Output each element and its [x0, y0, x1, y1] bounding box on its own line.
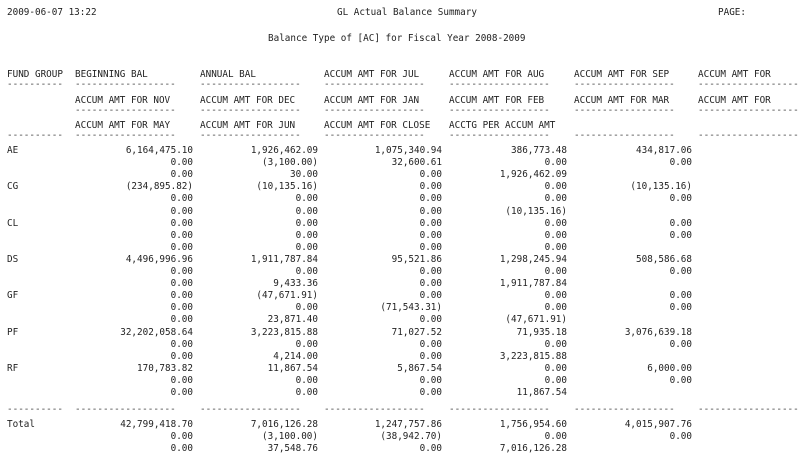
- amount-cell: 0.00: [170, 278, 193, 290]
- amount-cell: 0.00: [419, 290, 442, 302]
- report-subtitle: Balance Type of [AC] for Fiscal Year 2008-2009: [268, 33, 526, 44]
- amount-cell: 0.00: [544, 266, 567, 277]
- report-datetime: 2009-06-07 13:22: [7, 7, 97, 18]
- amount-cell: 0.00: [295, 241, 318, 253]
- amount-cell: 0.00: [419, 205, 442, 217]
- separator-line: ------------------: [75, 130, 176, 141]
- separator-line: ------------------: [324, 79, 425, 90]
- amount-cell: 7,016,126.28: [499, 443, 567, 455]
- amount-cell: 0.00: [170, 229, 193, 241]
- separator-line: ------------------: [574, 105, 675, 116]
- amount-cell: 0.00: [669, 431, 692, 443]
- amount-cell: 0.00: [544, 374, 567, 386]
- amount-cell: 434,817.06: [636, 145, 692, 156]
- separator-line: ----------: [7, 79, 63, 90]
- amount-cell: 6,164,475.10: [125, 145, 193, 156]
- separator-line: ------------------: [698, 404, 799, 415]
- amount-cell: (10,135.16): [630, 181, 692, 193]
- separator-line: ----------: [7, 130, 63, 141]
- separator-line: ------------------: [75, 79, 176, 90]
- column-header: BEGINNING BAL: [75, 69, 148, 80]
- column-header: ACCUM AMT FOR: [698, 69, 771, 80]
- separator-line: ------------------: [449, 130, 550, 141]
- amount-cell: 0.00: [419, 374, 442, 386]
- amount-cell: 0.00: [295, 229, 318, 241]
- fund-group-code: RF: [7, 362, 19, 374]
- amount-cell: 0.00: [419, 217, 442, 229]
- amount-cell: 0.00: [669, 302, 692, 314]
- separator-line: ------------------: [449, 105, 550, 116]
- amount-cell: 0.00: [170, 290, 193, 302]
- amount-cell: 508,586.68: [636, 253, 692, 265]
- amount-cell: 0.00: [419, 241, 442, 253]
- amount-cell: 30.00: [290, 169, 318, 181]
- amount-cell: 9,433.36: [273, 278, 318, 290]
- amount-cell: 0.00: [419, 387, 442, 398]
- column-header: ACCUM AMT FOR MAR: [574, 95, 670, 106]
- amount-cell: 3,223,815.88: [499, 350, 567, 362]
- amount-cell: 6,000.00: [647, 362, 692, 374]
- separator-line: ------------------: [324, 105, 425, 116]
- amount-cell: (71,543.31): [380, 302, 442, 314]
- column-header: ACCUM AMT FOR JUL: [324, 69, 420, 80]
- amount-cell: 0.00: [419, 266, 442, 277]
- column-header: ACCUM AMT FOR MAY: [75, 120, 171, 131]
- amount-cell: 0.00: [295, 266, 318, 277]
- amount-cell: 1,756,954.60: [499, 419, 567, 430]
- amount-cell: 0.00: [544, 193, 567, 205]
- amount-cell: 0.00: [170, 157, 193, 169]
- separator-line: ------------------: [324, 404, 425, 415]
- amount-cell: 42,799,418.70: [120, 419, 193, 430]
- fund-group-code: GF: [7, 290, 19, 302]
- amount-cell: (38,942.70): [380, 431, 442, 443]
- amount-cell: 1,926,462.09: [499, 169, 567, 181]
- fund-group-code: CG: [7, 181, 19, 193]
- separator-line: ------------------: [200, 105, 301, 116]
- fund-group-code: PF: [7, 326, 19, 338]
- separator-line: ------------------: [324, 130, 425, 141]
- amount-cell: 0.00: [544, 229, 567, 241]
- column-header: ACCUM AMT FOR CLOSE: [324, 120, 431, 131]
- amount-cell: 4,496,996.96: [125, 253, 193, 265]
- amount-cell: 0.00: [419, 229, 442, 241]
- column-header: ACCUM AMT FOR SEP: [574, 69, 670, 80]
- amount-cell: 0.00: [669, 157, 692, 169]
- amount-cell: 0.00: [170, 302, 193, 314]
- amount-cell: 0.00: [170, 350, 193, 362]
- amount-cell: 1,075,340.94: [374, 145, 442, 156]
- amount-cell: 0.00: [170, 314, 193, 326]
- separator-line: ------------------: [200, 130, 301, 141]
- amount-cell: 0.00: [419, 350, 442, 362]
- amount-cell: 37,548.76: [267, 443, 318, 455]
- fund-group-code: DS: [7, 253, 19, 265]
- amount-cell: (3,100.00): [262, 157, 318, 169]
- amount-cell: 32,202,058.64: [120, 326, 193, 338]
- column-header: ANNUAL BAL: [200, 69, 256, 80]
- amount-cell: 71,935.18: [516, 326, 567, 338]
- amount-cell: 95,521.86: [391, 253, 442, 265]
- amount-cell: 1,247,757.86: [374, 419, 442, 430]
- amount-cell: (47,671.91): [505, 314, 567, 326]
- amount-cell: 4,214.00: [273, 350, 318, 362]
- amount-cell: 170,783.82: [137, 362, 193, 374]
- amount-cell: 0.00: [295, 205, 318, 217]
- separator-line: ------------------: [574, 130, 675, 141]
- amount-cell: 1,926,462.09: [250, 145, 318, 156]
- amount-cell: 386,773.48: [511, 145, 567, 156]
- amount-cell: 0.00: [295, 374, 318, 386]
- amount-cell: 0.00: [295, 217, 318, 229]
- separator-line: ------------------: [449, 404, 550, 415]
- amount-cell: 0.00: [419, 278, 442, 290]
- amount-cell: 0.00: [419, 169, 442, 181]
- amount-cell: 0.00: [419, 314, 442, 326]
- amount-cell: 1,911,787.84: [250, 253, 318, 265]
- amount-cell: 23,871.40: [267, 314, 318, 326]
- amount-cell: 0.00: [170, 217, 193, 229]
- fund-group-code: Total: [7, 419, 35, 430]
- amount-cell: 0.00: [669, 229, 692, 241]
- amount-cell: (10,135.16): [256, 181, 318, 193]
- amount-cell: 0.00: [295, 193, 318, 205]
- amount-cell: (234,895.82): [125, 181, 193, 193]
- amount-cell: 0.00: [170, 193, 193, 205]
- amount-cell: 0.00: [170, 338, 193, 350]
- amount-cell: (10,135.16): [505, 205, 567, 217]
- amount-cell: 0.00: [170, 241, 193, 253]
- report-title: GL Actual Balance Summary: [337, 7, 477, 18]
- column-header: ACCUM AMT FOR JAN: [324, 95, 420, 106]
- column-header: ACCUM AMT FOR FEB: [449, 95, 545, 106]
- amount-cell: 0.00: [419, 338, 442, 350]
- amount-cell: 0.00: [170, 169, 193, 181]
- separator-line: ------------------: [75, 105, 176, 116]
- amount-cell: 0.00: [669, 290, 692, 302]
- amount-cell: 0.00: [544, 241, 567, 253]
- separator-line: ------------------: [200, 404, 301, 415]
- amount-cell: 0.00: [544, 181, 567, 193]
- page-label: PAGE:: [718, 7, 746, 18]
- amount-cell: 11,867.54: [267, 362, 318, 374]
- amount-cell: 0.00: [544, 302, 567, 314]
- amount-cell: 0.00: [295, 387, 318, 398]
- amount-cell: 0.00: [544, 431, 567, 443]
- column-header: FUND GROUP: [7, 69, 63, 80]
- column-header: ACCUM AMT FOR DEC: [200, 95, 296, 106]
- separator-line: ----------: [7, 404, 63, 415]
- separator-line: ------------------: [698, 130, 799, 141]
- amount-cell: 0.00: [669, 338, 692, 350]
- separator-line: ------------------: [698, 105, 799, 116]
- amount-cell: 3,076,639.18: [624, 326, 692, 338]
- amount-cell: 0.00: [170, 266, 193, 277]
- amount-cell: 0.00: [669, 266, 692, 277]
- amount-cell: 71,027.52: [391, 326, 442, 338]
- amount-cell: 0.00: [170, 387, 193, 398]
- amount-cell: 7,016,126.28: [250, 419, 318, 430]
- amount-cell: 0.00: [170, 374, 193, 386]
- amount-cell: 1,911,787.84: [499, 278, 567, 290]
- amount-cell: 0.00: [419, 443, 442, 455]
- amount-cell: (3,100.00): [262, 431, 318, 443]
- amount-cell: 0.00: [419, 181, 442, 193]
- amount-cell: 1,298,245.94: [499, 253, 567, 265]
- separator-line: ------------------: [449, 79, 550, 90]
- amount-cell: 0.00: [544, 290, 567, 302]
- fund-group-code: AE: [7, 145, 19, 156]
- amount-cell: 0.00: [170, 431, 193, 443]
- amount-cell: 0.00: [544, 157, 567, 169]
- column-header: ACCUM AMT FOR NOV: [75, 95, 171, 106]
- separator-line: ------------------: [574, 404, 675, 415]
- amount-cell: 0.00: [295, 302, 318, 314]
- amount-cell: 0.00: [170, 205, 193, 217]
- amount-cell: 0.00: [419, 193, 442, 205]
- separator-line: ------------------: [75, 404, 176, 415]
- separator-line: ------------------: [698, 79, 799, 90]
- amount-cell: 3,223,815.88: [250, 326, 318, 338]
- amount-cell: (47,671.91): [256, 290, 318, 302]
- separator-line: ------------------: [574, 79, 675, 90]
- amount-cell: 32,600.61: [391, 157, 442, 169]
- amount-cell: 0.00: [544, 362, 567, 374]
- amount-cell: 0.00: [669, 374, 692, 386]
- column-header: ACCUM AMT FOR AUG: [449, 69, 545, 80]
- amount-cell: 0.00: [295, 338, 318, 350]
- column-header: ACCTG PER ACCUM AMT: [449, 120, 556, 131]
- amount-cell: 0.00: [544, 338, 567, 350]
- amount-cell: 0.00: [669, 193, 692, 205]
- amount-cell: 11,867.54: [516, 387, 567, 398]
- amount-cell: 4,015,907.76: [624, 419, 692, 430]
- column-header: ACCUM AMT FOR: [698, 95, 771, 106]
- fund-group-code: CL: [7, 217, 19, 229]
- amount-cell: 0.00: [669, 217, 692, 229]
- column-header: ACCUM AMT FOR JUN: [200, 120, 296, 131]
- amount-cell: 0.00: [544, 217, 567, 229]
- amount-cell: 5,867.54: [397, 362, 442, 374]
- separator-line: ------------------: [200, 79, 301, 90]
- amount-cell: 0.00: [170, 443, 193, 455]
